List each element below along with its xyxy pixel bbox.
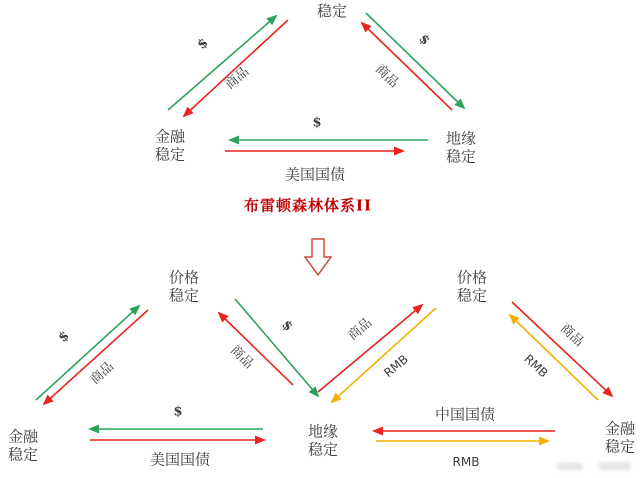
top-right-edge-dollar-label: $ (415, 31, 433, 49)
bl-right-edge-goods-label: 商品 (227, 342, 257, 372)
br-right-vertex-label: 金融稳定 (604, 419, 635, 455)
down-block-arrow (305, 239, 331, 275)
top-left-edge-dollar-label: $ (194, 35, 212, 53)
br-left-edge-goods-label: 商品 (345, 315, 376, 344)
br-right-edge-goods-label: 商品 (557, 321, 587, 350)
top-apex-label: 稳定 (316, 2, 348, 21)
br-bottom-edge-bond-label: 中国国债 (434, 405, 496, 424)
watermark-smudge (599, 462, 631, 470)
arrow-top-right-edge-goods (362, 23, 452, 110)
arrow-bl-left-edge-goods (44, 310, 148, 404)
br-apex-label: 价格稳定 (456, 268, 487, 304)
top-left-vertex-label: 金融稳定 (154, 127, 185, 163)
arrow-br-right-edge-goods (512, 302, 612, 396)
arrow-top-left-edge-dollar (168, 16, 276, 110)
top-left-edge-goods-label: 商品 (222, 64, 253, 93)
top-bottom-edge-dollar-label: $ (312, 115, 322, 131)
watermark-smudge (557, 463, 583, 470)
top-bottom-edge-bond-label: 美国国债 (284, 165, 346, 184)
br-bottom-edge-rmb-label: RMB (452, 455, 480, 469)
arrow-top-right-edge-dollar (366, 13, 464, 108)
br-right-edge-rmb-label: RMB (521, 351, 551, 381)
bl-apex-label: 价格稳定 (168, 268, 199, 304)
bl-left-vertex-label: 金融稳定 (7, 427, 38, 463)
top-right-vertex-label: 地缘稳定 (445, 129, 476, 165)
top-right-edge-goods-label: 商品 (372, 62, 402, 91)
bl-right-edge-dollar-label: $ (278, 317, 296, 335)
bl-bottom-edge-bond-label: 美国国债 (149, 450, 211, 469)
arrow-br-left-edge-rmb (332, 308, 436, 402)
bl-left-edge-dollar-label: $ (55, 328, 73, 346)
arrow-br-right-edge-rmb (510, 315, 598, 400)
arrow-br-left-edge-goods (318, 305, 422, 392)
diagram-heading: 布雷顿森林体系II (243, 196, 373, 215)
br-left-edge-rmb-label: RMB (381, 351, 411, 381)
middle-vertex-label: 地缘稳定 (307, 422, 338, 458)
bl-bottom-edge-dollar-label: $ (173, 404, 183, 420)
arrow-bl-left-edge-dollar (36, 306, 139, 400)
bl-left-edge-goods-label: 商品 (87, 359, 118, 388)
